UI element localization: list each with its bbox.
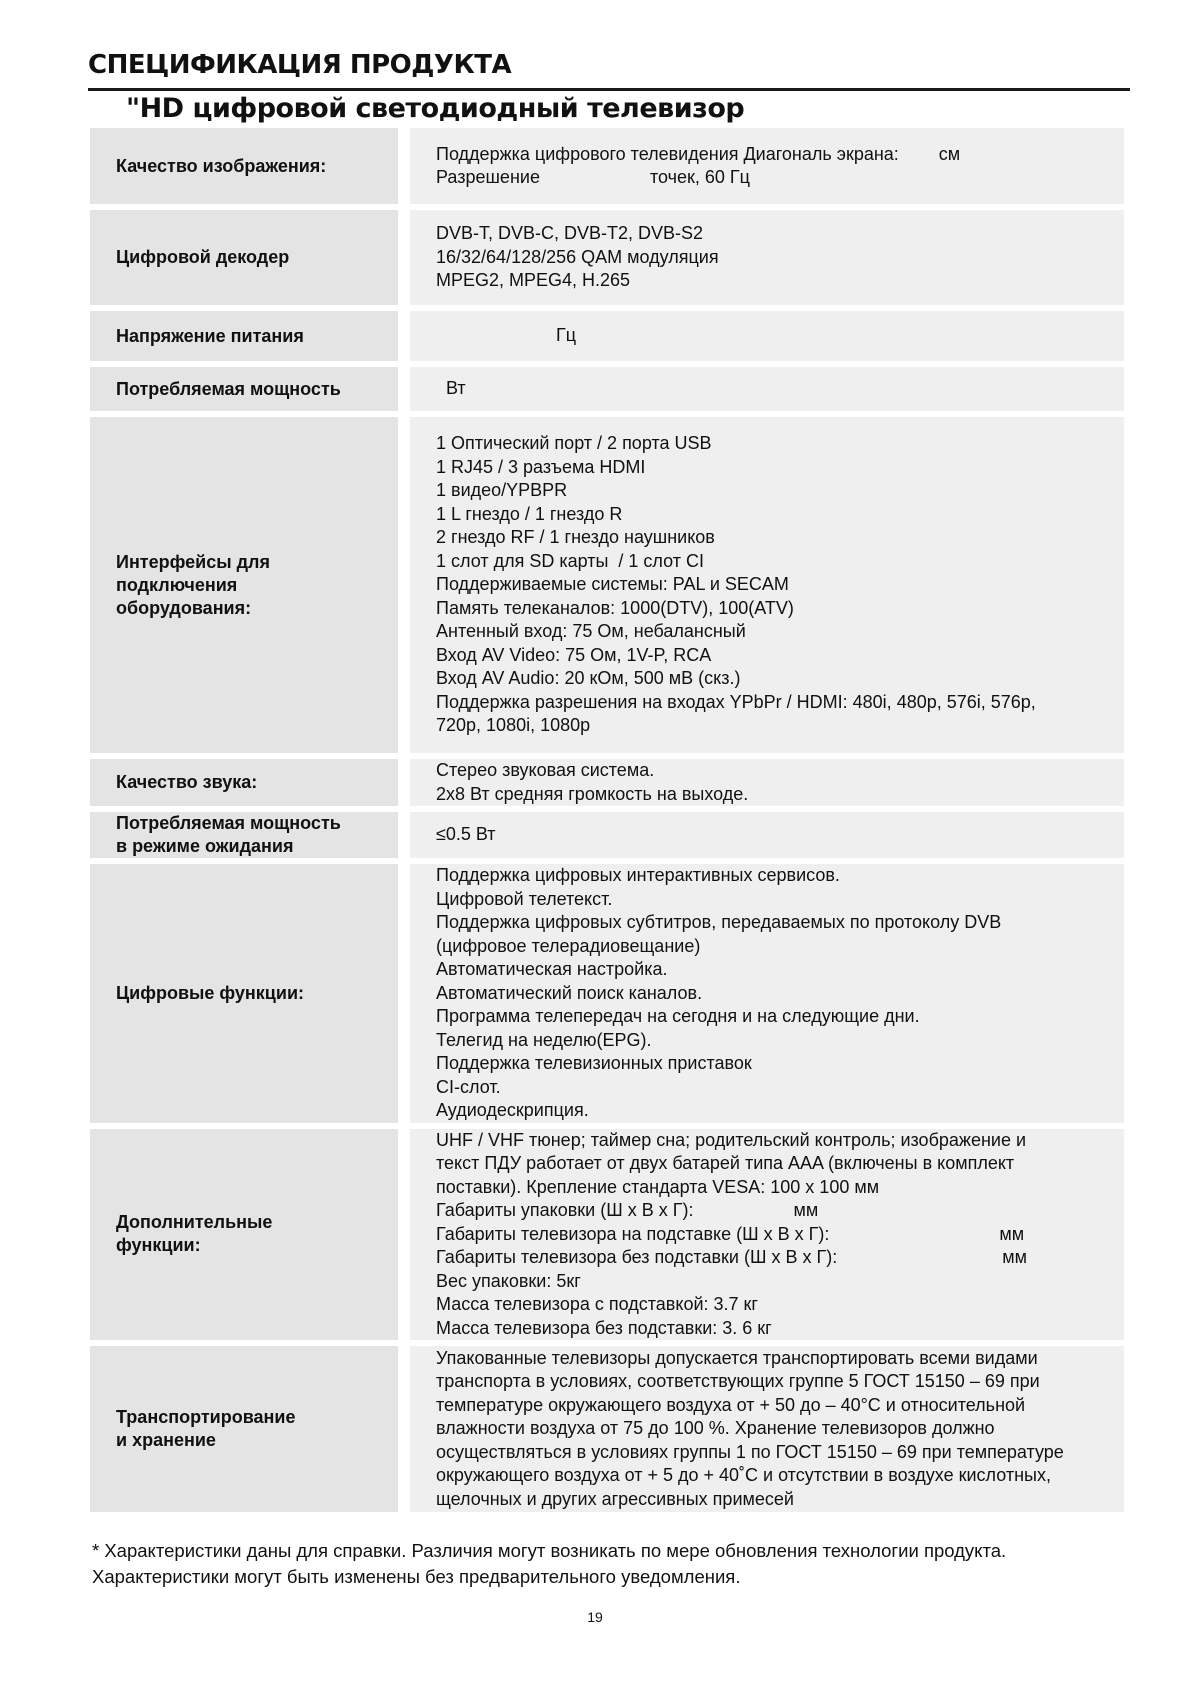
footnote-line-2: Характеристики могут быть изменены без предварительного уведомления. xyxy=(92,1566,741,1587)
spec-value: Стерео звуковая система. 2x8 Вт средняя громкость на выходе. xyxy=(410,759,1124,812)
spec-value: Упакованные телевизоры допускается транспортировать всеми видами транспорта в условиях, соответствующих группе 5 ГОСТ 15150 – 69 при температуре окружающего воздуха от + 50 до – 40°С и относительной влажности воздуха от 75 до 100 %. Хранение телевизоров должно осуществляться в условиях группы 1 по ГОСТ 15150 – 69 при температуре окружающего воздуха от + 5 до + 40˚С и отсутствии в воздухе кислотных, щелочных и других агрессивных примесей xyxy=(410,1346,1124,1518)
footnote xyxy=(92,1538,1006,1590)
spec-value: 1 Оптический порт / 2 порта USB 1 RJ45 / 3 разъема HDMI 1 видео/YPBPR 1 L гнездо / 1 гнездо R 2 гнездо RF / 1 гнездо наушников 1 слот для SD карты / 1 слот CI Поддерживаемые системы: PAL и SECAM Память телеканалов: 1000(DTV), 100(ATV) Антенный вход: 75 Ом, небалансный Вход AV Video: 75 Ом, 1V-P, RCA Вход AV Audio: 20 кОм, 500 мВ (скз.) Поддержка разрешения на входах YPbPr / HDMI: 480i, 480p, 576i, 576p, 720p, 1080i, 1080p xyxy=(410,417,1124,759)
spec-row xyxy=(90,812,1124,864)
spec-row xyxy=(90,367,1124,417)
footnote-line-1: * Характеристики даны для справки. Различия могут возникать по мере обновления технологии продукта. xyxy=(92,1540,1007,1561)
spec-value: Вт xyxy=(410,367,1124,417)
spec-value: DVB-T, DVB-C, DVB-T2, DVB-S2 16/32/64/128/256 QAM модуляция MPEG2, MPEG4, H.265 xyxy=(410,210,1124,311)
page-number: 19 xyxy=(587,1609,603,1625)
spec-row xyxy=(90,864,1124,1129)
spec-label: Потребляемая мощность xyxy=(90,367,410,417)
spec-value: UHF / VHF тюнер; таймер сна; родительский контроль; изображение и текст ПДУ работает от двух батарей типа AAA (включены в комплект поставки). Крепление стандарта VESA: 100 x 100 мм Габариты упаковки (Ш х В х Г): мм Габариты телевизора на подставке (Ш х В х Г): мм Габариты телевизора без подставки (Ш х В х Г): мм Вес упаковки: 5кг Масса телевизора с подставкой: 3.7 кг Масса телевизора без подставки: 3. 6 кг xyxy=(410,1129,1124,1347)
spec-label: Транспортирование и хранение xyxy=(90,1346,410,1518)
spec-row xyxy=(90,210,1124,311)
spec-row xyxy=(90,311,1124,367)
spec-label: Цифровые функции: xyxy=(90,864,410,1129)
spec-row xyxy=(90,1346,1124,1518)
spec-value: Поддержка цифрового телевидения Диагональ экрана: см Разрешение точек, 60 Гц xyxy=(410,128,1124,210)
spec-label: Напряжение питания xyxy=(90,311,410,367)
spec-value: Гц xyxy=(410,311,1124,367)
page-heading: СПЕЦИФИКАЦИЯ ПРОДУКТА xyxy=(88,50,512,80)
spec-table-body xyxy=(90,128,1124,1518)
spec-row xyxy=(90,128,1124,210)
heading-divider xyxy=(88,88,1130,91)
spec-label: Потребляемая мощность в режиме ожидания xyxy=(90,812,410,864)
spec-label: Качество изображения: xyxy=(90,128,410,210)
spec-row xyxy=(90,1129,1124,1347)
product-subtitle: "HD цифровой светодиодный телевизор xyxy=(126,93,745,124)
spec-label: Цифровой декодер xyxy=(90,210,410,311)
spec-value: ≤0.5 Вт xyxy=(410,812,1124,864)
spec-label: Качество звука: xyxy=(90,759,410,812)
spec-row xyxy=(90,759,1124,812)
spec-value: Поддержка цифровых интерактивных сервисов. Цифровой телетекст. Поддержка цифровых субтитров, передаваемых по протоколу DVB (цифровое телерадиовещание) Автоматическая настройка. Автоматический поиск каналов. Программа телепередач на сегодня и на следующие дни. Телегид на неделю(EPG). Поддержка телевизионных приставок CI-слот. Аудиодескрипция. xyxy=(410,864,1124,1129)
spec-row xyxy=(90,417,1124,759)
spec-label: Дополнительные функции: xyxy=(90,1129,410,1347)
spec-label: Интерфейсы для подключения оборудования: xyxy=(90,417,410,759)
spec-table xyxy=(90,128,1124,1518)
